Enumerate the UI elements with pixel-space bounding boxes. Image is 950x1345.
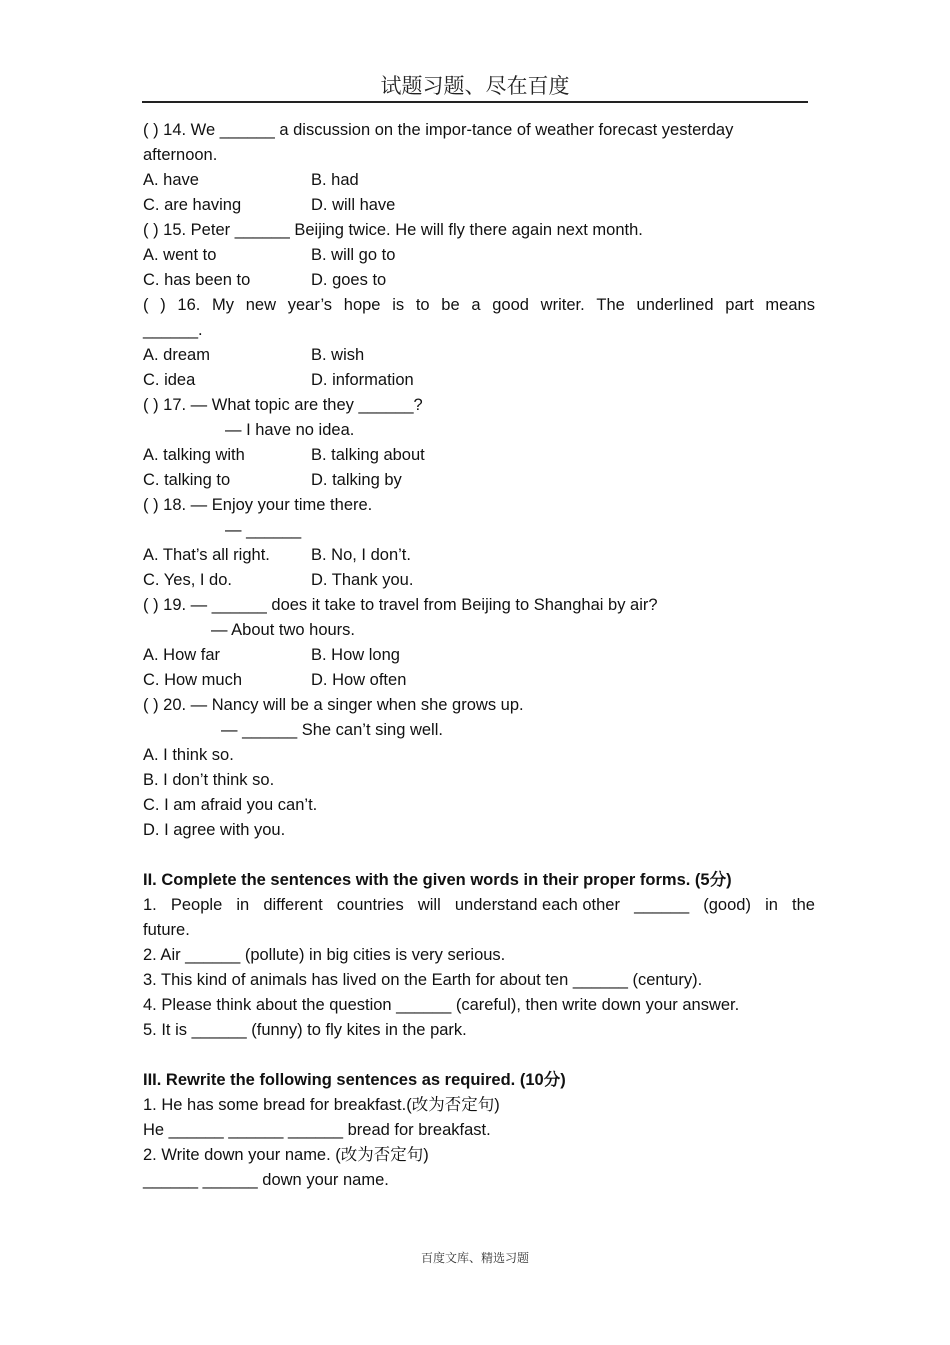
- option-b: B. had: [311, 171, 359, 189]
- question-19-options-row2: [143, 668, 815, 693]
- sentence-word: (good): [703, 896, 751, 914]
- stem-word: new: [245, 296, 277, 314]
- section-2-sentence-5: 5. It is ______ (funny) to fly kites in the park.: [143, 1021, 467, 1039]
- option-c: C. talking to: [143, 471, 231, 489]
- question-14-stem: ( ) 14. We ______ a discussion on the impor-tance of weather forecast yesterday: [143, 121, 734, 139]
- question-16-options-row2: [143, 368, 815, 393]
- section-2-heading: II. Complete the sentences with the given words in their proper forms. (5分): [143, 871, 732, 889]
- stem-word: The: [596, 296, 625, 314]
- option-d: D. will have: [311, 196, 396, 214]
- question-20-stem: ( ) 20. — Nancy will be a singer when she grows up.: [143, 696, 524, 714]
- section-spacer: [143, 843, 815, 868]
- question-18-options-row2: [143, 568, 815, 593]
- stem-word: a: [471, 296, 481, 314]
- question-17-stem: ( ) 17. — What topic are they ______?: [143, 396, 423, 414]
- option-d: D. goes to: [311, 271, 387, 289]
- section-2-sentence-4: 4. Please think about the question ______ (careful), then write down your answer.: [143, 996, 740, 1014]
- stem-word: is: [392, 296, 405, 314]
- option-b: B. No, I don’t.: [311, 546, 411, 564]
- question-20-reply: — ______ She can’t sing well.: [221, 721, 443, 739]
- question-16-stem-cont: ______.: [143, 321, 203, 339]
- option-c: C. idea: [143, 371, 196, 389]
- option-a: A. have: [143, 171, 199, 189]
- exam-body: [143, 118, 815, 1193]
- question-19-stem: ( ) 19. — ______ does it take to travel from Beijing to Shanghai by air?: [143, 596, 658, 614]
- question-17-options-row1: [143, 443, 815, 468]
- sentence-word: in: [236, 896, 250, 914]
- option-b: B. I don’t think so.: [143, 771, 275, 789]
- question-15-options-row1: [143, 243, 815, 268]
- section-3-sentence-2: 2. Write down your name. (改为否定句): [143, 1146, 429, 1164]
- option-a: A. I think so.: [143, 746, 234, 764]
- sentence-word: will: [417, 896, 441, 914]
- header-divider: [142, 101, 808, 103]
- page-header-title: 试题习题、尽在百度: [380, 74, 570, 98]
- question-16-options-row1: [143, 343, 815, 368]
- question-19-options-row1: [143, 643, 815, 668]
- option-a: A. talking with: [143, 446, 245, 464]
- stem-word: good: [492, 296, 529, 314]
- option-a: A. That’s all right.: [143, 546, 270, 564]
- question-14-options-row2: [143, 193, 815, 218]
- sentence-word: different: [263, 896, 323, 914]
- question-17-options-row2: [143, 468, 815, 493]
- sentence-word: the: [792, 896, 815, 914]
- stem-word: part: [725, 296, 754, 314]
- sentence-word: 1.: [143, 896, 157, 914]
- option-a: A. dream: [143, 346, 210, 364]
- section-3-heading: III. Rewrite the following sentences as required. (10分): [143, 1071, 566, 1089]
- stem-word: hope: [343, 296, 381, 314]
- option-d: D. information: [311, 371, 414, 389]
- option-d: D. talking by: [311, 471, 402, 489]
- question-17-reply: — I have no idea.: [225, 421, 355, 439]
- question-14-options-row1: [143, 168, 815, 193]
- section-3-answer-1: He ______ ______ ______ bread for breakfast.: [143, 1121, 491, 1139]
- option-d: D. Thank you.: [311, 571, 414, 589]
- stem-word: 16.: [177, 296, 201, 314]
- section-3-answer-2: ______ ______ down your name.: [143, 1171, 389, 1189]
- section-2-sentence-1: [143, 893, 815, 918]
- question-18-reply: — ______: [225, 521, 302, 539]
- option-c: C. are having: [143, 196, 242, 214]
- sentence-word: in: [765, 896, 778, 914]
- sentence-word: countries: [336, 896, 404, 914]
- sentence-word: People: [170, 896, 223, 914]
- question-18-stem: ( ) 18. — Enjoy your time there.: [143, 496, 373, 514]
- section-2-sentence-2: 2. Air ______ (pollute) in big cities is very serious.: [143, 946, 506, 964]
- section-spacer: [143, 1043, 815, 1068]
- option-d: D. How often: [311, 671, 407, 689]
- stem-word: underlined: [636, 296, 714, 314]
- page-footer: 百度文库、精选习题: [420, 1251, 529, 1265]
- sentence-word: ______: [634, 896, 690, 914]
- section-3-sentence-1: 1. He has some bread for breakfast.(改为否定句): [143, 1096, 500, 1114]
- option-c: C. has been to: [143, 271, 251, 289]
- stem-word: be: [441, 296, 460, 314]
- stem-word: (: [143, 296, 149, 314]
- option-b: B. talking about: [311, 446, 425, 464]
- option-b: B. How long: [311, 646, 400, 664]
- section-2-sentence-1-cont: future.: [143, 921, 190, 939]
- question-14-stem-cont: afternoon.: [143, 146, 218, 164]
- stem-word: My: [212, 296, 235, 314]
- section-2-sentence-3: 3. This kind of animals has lived on the Earth for about ten ______ (century).: [143, 971, 703, 989]
- question-18-options-row1: [143, 543, 815, 568]
- question-15-stem: ( ) 15. Peter ______ Beijing twice. He will fly there again next month.: [143, 221, 643, 239]
- stem-word: ): [160, 296, 166, 314]
- option-a: A. went to: [143, 246, 217, 264]
- question-16-stem: [143, 293, 815, 318]
- option-c: C. How much: [143, 671, 243, 689]
- stem-word: means: [765, 296, 815, 314]
- option-b: B. wish: [311, 346, 365, 364]
- option-b: B. will go to: [311, 246, 396, 264]
- option-d: D. I agree with you.: [143, 821, 286, 839]
- sentence-word: understand each other: [454, 896, 620, 914]
- option-c: C. I am afraid you can’t.: [143, 796, 318, 814]
- stem-word: year’s: [287, 296, 333, 314]
- question-19-reply: — About two hours.: [211, 621, 355, 639]
- stem-word: writer.: [540, 296, 585, 314]
- option-c: C. Yes, I do.: [143, 571, 232, 589]
- option-a: A. How far: [143, 646, 221, 664]
- stem-word: to: [415, 296, 430, 314]
- question-15-options-row2: [143, 268, 815, 293]
